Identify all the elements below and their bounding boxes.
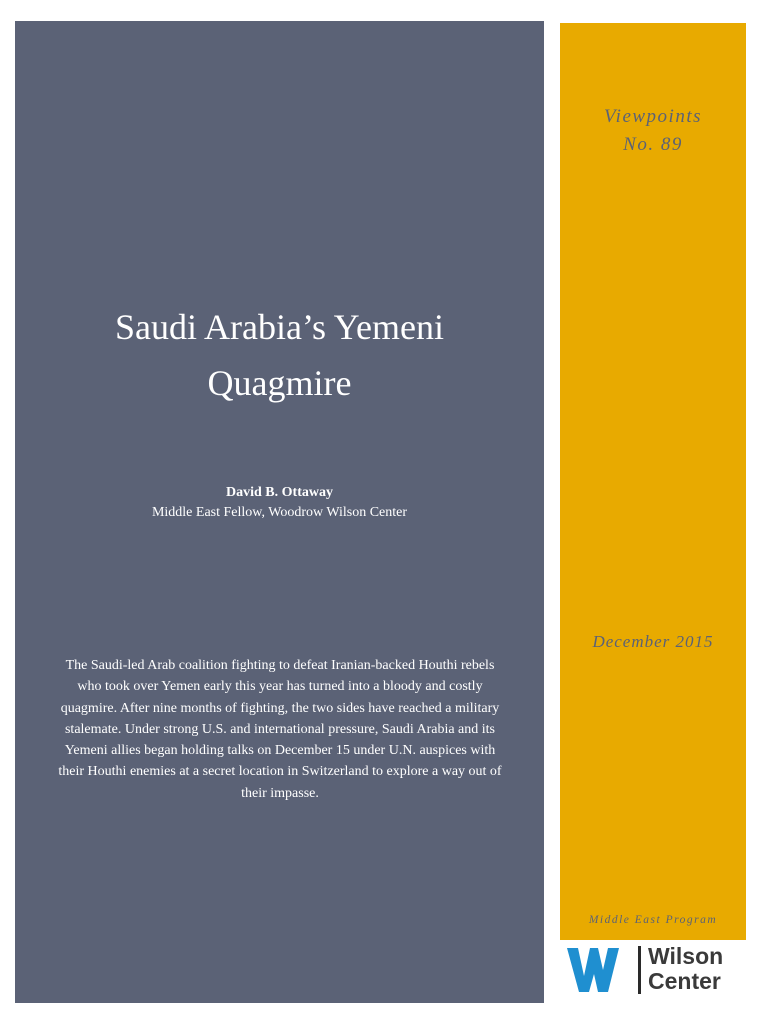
logo-line-1: Wilson bbox=[648, 943, 724, 969]
wilson-center-logo bbox=[567, 944, 742, 996]
series-name: Viewpoints bbox=[603, 106, 703, 127]
series-number: No. 89 bbox=[623, 134, 683, 155]
author-name: David B. Ottaway bbox=[226, 485, 333, 500]
title-line-1: Saudi Arabia’s Yemeni bbox=[115, 307, 444, 347]
logo-line-2: Center bbox=[648, 968, 721, 994]
program-label: Middle East Program bbox=[588, 914, 718, 926]
summary-text: The Saudi-led Arab coalition fighting to defeat Iranian-backed Houthi rebels who took over Yemen early this year has turned into a bloody and costly quagmire. After nine months of fighting, the two sides have reached a military stalemate. Under strong U.S. and international pressure, Saudi Arabia and its Yemeni allies began holding talks on December 15 under U.N. auspices with their Houthi enemies at a secret location in Switzerland to explore a way out of their impasse. bbox=[58, 658, 502, 801]
cover-panel bbox=[15, 21, 544, 1003]
logo-wordmark bbox=[648, 944, 723, 994]
wilson-w-icon bbox=[567, 946, 627, 994]
logo-divider bbox=[638, 946, 641, 994]
author-role: Middle East Fellow, Woodrow Wilson Center bbox=[151, 505, 408, 520]
author-block bbox=[15, 483, 544, 523]
document-title bbox=[15, 299, 544, 411]
publication-date: December 2015 bbox=[592, 632, 714, 651]
title-line-2: Quagmire bbox=[207, 363, 352, 403]
sidebar-panel bbox=[560, 23, 746, 940]
